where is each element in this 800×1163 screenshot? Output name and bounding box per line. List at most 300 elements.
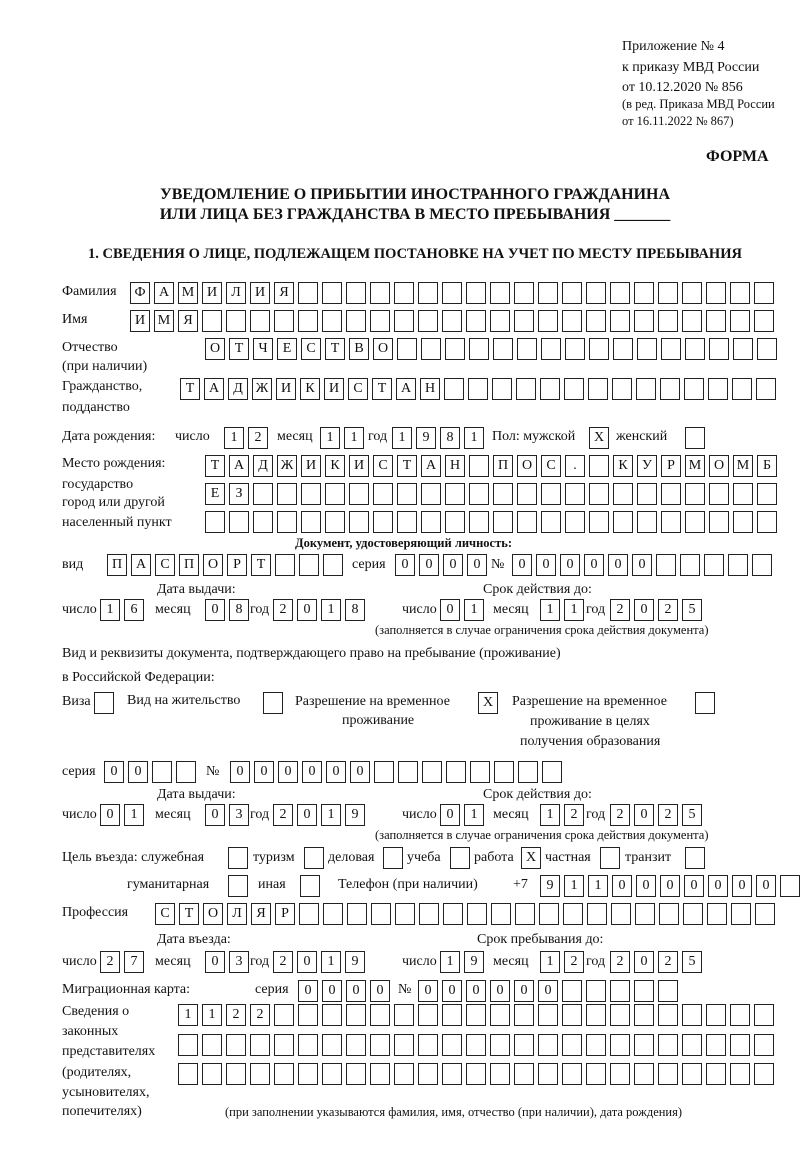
char-box[interactable]: 0 — [514, 980, 534, 1002]
char-box[interactable] — [253, 483, 273, 505]
char-box[interactable] — [250, 310, 270, 332]
char-box[interactable] — [565, 338, 585, 360]
char-box[interactable] — [322, 282, 342, 304]
char-box[interactable] — [658, 1004, 678, 1026]
char-box[interactable]: 0 — [254, 761, 274, 783]
char-box[interactable] — [562, 1063, 582, 1085]
char-box[interactable] — [347, 903, 367, 925]
char-box[interactable] — [493, 511, 513, 533]
char-box[interactable] — [442, 310, 462, 332]
char-box[interactable]: А — [204, 378, 224, 400]
char-box[interactable] — [370, 1034, 390, 1056]
char-box[interactable]: 2 — [248, 427, 268, 449]
char-box[interactable]: З — [229, 483, 249, 505]
char-box[interactable]: 0 — [205, 804, 225, 826]
char-box[interactable] — [323, 554, 343, 576]
char-box[interactable]: 0 — [466, 980, 486, 1002]
char-box[interactable]: 8 — [229, 599, 249, 621]
char-box[interactable] — [516, 378, 536, 400]
char-box[interactable]: М — [154, 310, 174, 332]
char-box[interactable] — [468, 378, 488, 400]
char-box[interactable]: А — [131, 554, 151, 576]
char-box[interactable]: Т — [372, 378, 392, 400]
char-box[interactable]: Ж — [252, 378, 272, 400]
char-box[interactable]: И — [130, 310, 150, 332]
char-box[interactable]: X — [478, 692, 498, 714]
char-box[interactable] — [515, 903, 535, 925]
char-box[interactable] — [706, 282, 726, 304]
char-box[interactable] — [421, 338, 441, 360]
char-box[interactable]: Т — [229, 338, 249, 360]
char-box[interactable] — [661, 338, 681, 360]
char-box[interactable]: Я — [251, 903, 271, 925]
char-box[interactable] — [226, 1034, 246, 1056]
char-box[interactable] — [323, 903, 343, 925]
char-box[interactable] — [754, 310, 774, 332]
char-box[interactable] — [685, 338, 705, 360]
char-box[interactable] — [565, 483, 585, 505]
char-box[interactable] — [685, 847, 705, 869]
char-box[interactable]: А — [421, 455, 441, 477]
char-box[interactable] — [466, 1004, 486, 1026]
char-box[interactable]: 0 — [418, 980, 438, 1002]
char-box[interactable] — [755, 903, 775, 925]
char-box[interactable]: М — [733, 455, 753, 477]
char-box[interactable]: 2 — [250, 1004, 270, 1026]
char-box[interactable] — [470, 761, 490, 783]
char-box[interactable] — [754, 1063, 774, 1085]
char-box[interactable]: И — [324, 378, 344, 400]
char-box[interactable] — [610, 980, 630, 1002]
char-box[interactable] — [610, 310, 630, 332]
char-box[interactable] — [634, 1063, 654, 1085]
char-box[interactable] — [349, 511, 369, 533]
char-box[interactable]: 1 — [320, 427, 340, 449]
char-box[interactable] — [517, 511, 537, 533]
char-box[interactable] — [728, 554, 748, 576]
char-box[interactable]: 2 — [610, 804, 630, 826]
char-box[interactable]: 0 — [612, 875, 632, 897]
char-box[interactable] — [491, 903, 511, 925]
char-box[interactable] — [707, 903, 727, 925]
char-box[interactable]: 1 — [344, 427, 364, 449]
char-box[interactable] — [178, 1063, 198, 1085]
char-box[interactable] — [661, 483, 681, 505]
char-box[interactable]: 0 — [326, 761, 346, 783]
char-box[interactable] — [250, 1034, 270, 1056]
char-box[interactable] — [586, 1034, 606, 1056]
char-box[interactable]: С — [155, 903, 175, 925]
char-box[interactable] — [658, 310, 678, 332]
char-box[interactable] — [611, 903, 631, 925]
char-box[interactable] — [490, 1034, 510, 1056]
char-box[interactable]: О — [205, 338, 225, 360]
char-box[interactable]: 0 — [205, 951, 225, 973]
char-box[interactable] — [612, 378, 632, 400]
char-box[interactable] — [94, 692, 114, 714]
char-box[interactable]: С — [541, 455, 561, 477]
char-box[interactable] — [202, 1063, 222, 1085]
char-box[interactable] — [322, 1034, 342, 1056]
char-box[interactable]: 2 — [273, 599, 293, 621]
char-box[interactable] — [634, 1004, 654, 1026]
char-box[interactable]: 0 — [756, 875, 776, 897]
char-box[interactable] — [395, 903, 415, 925]
char-box[interactable] — [682, 1034, 702, 1056]
char-box[interactable]: 0 — [302, 761, 322, 783]
char-box[interactable]: 1 — [588, 875, 608, 897]
char-box[interactable] — [637, 483, 657, 505]
char-box[interactable] — [682, 1004, 702, 1026]
char-box[interactable] — [757, 511, 777, 533]
char-box[interactable]: Я — [178, 310, 198, 332]
char-box[interactable] — [538, 1063, 558, 1085]
char-box[interactable] — [682, 282, 702, 304]
char-box[interactable]: И — [202, 282, 222, 304]
char-box[interactable] — [610, 282, 630, 304]
char-box[interactable] — [562, 1034, 582, 1056]
char-box[interactable]: 0 — [419, 554, 439, 576]
char-box[interactable]: 0 — [442, 980, 462, 1002]
char-box[interactable] — [660, 378, 680, 400]
char-box[interactable] — [587, 903, 607, 925]
char-box[interactable] — [685, 483, 705, 505]
char-box[interactable]: Т — [251, 554, 271, 576]
char-box[interactable] — [374, 761, 394, 783]
char-box[interactable] — [443, 903, 463, 925]
char-box[interactable]: 1 — [464, 599, 484, 621]
char-box[interactable]: 1 — [321, 951, 341, 973]
char-box[interactable] — [228, 875, 248, 897]
char-box[interactable]: А — [396, 378, 416, 400]
char-box[interactable]: 0 — [395, 554, 415, 576]
char-box[interactable]: Т — [325, 338, 345, 360]
char-box[interactable]: 1 — [564, 875, 584, 897]
char-box[interactable]: С — [373, 455, 393, 477]
char-box[interactable] — [442, 1034, 462, 1056]
char-box[interactable] — [418, 310, 438, 332]
char-box[interactable] — [514, 1034, 534, 1056]
char-box[interactable]: П — [107, 554, 127, 576]
char-box[interactable] — [466, 1034, 486, 1056]
char-box[interactable] — [394, 310, 414, 332]
char-box[interactable] — [661, 511, 681, 533]
char-box[interactable] — [299, 554, 319, 576]
char-box[interactable]: 0 — [632, 554, 652, 576]
char-box[interactable] — [538, 1034, 558, 1056]
char-box[interactable] — [274, 1004, 294, 1026]
char-box[interactable]: 0 — [104, 761, 124, 783]
char-box[interactable]: 2 — [273, 804, 293, 826]
char-box[interactable]: 2 — [564, 804, 584, 826]
char-box[interactable] — [600, 847, 620, 869]
char-box[interactable]: 1 — [564, 599, 584, 621]
char-box[interactable] — [397, 338, 417, 360]
char-box[interactable]: 9 — [345, 951, 365, 973]
char-box[interactable] — [514, 310, 534, 332]
char-box[interactable] — [469, 455, 489, 477]
char-box[interactable] — [450, 847, 470, 869]
char-box[interactable] — [325, 483, 345, 505]
char-box[interactable]: А — [154, 282, 174, 304]
char-box[interactable] — [613, 338, 633, 360]
char-box[interactable] — [469, 511, 489, 533]
char-box[interactable]: 1 — [100, 599, 120, 621]
char-box[interactable] — [178, 1034, 198, 1056]
char-box[interactable]: 8 — [440, 427, 460, 449]
char-box[interactable]: 8 — [345, 599, 365, 621]
char-box[interactable] — [370, 282, 390, 304]
char-box[interactable]: Л — [226, 282, 246, 304]
char-box[interactable]: 9 — [345, 804, 365, 826]
char-box[interactable]: Ф — [130, 282, 150, 304]
char-box[interactable]: С — [155, 554, 175, 576]
char-box[interactable]: Д — [228, 378, 248, 400]
char-box[interactable] — [370, 310, 390, 332]
char-box[interactable] — [704, 554, 724, 576]
char-box[interactable]: 6 — [124, 599, 144, 621]
char-box[interactable]: 1 — [392, 427, 412, 449]
char-box[interactable] — [299, 903, 319, 925]
char-box[interactable] — [610, 1034, 630, 1056]
char-box[interactable]: О — [517, 455, 537, 477]
char-box[interactable]: Н — [420, 378, 440, 400]
char-box[interactable] — [228, 847, 248, 869]
char-box[interactable] — [613, 483, 633, 505]
char-box[interactable]: Т — [397, 455, 417, 477]
char-box[interactable] — [445, 338, 465, 360]
char-box[interactable] — [469, 338, 489, 360]
char-box[interactable] — [518, 761, 538, 783]
char-box[interactable]: 0 — [560, 554, 580, 576]
char-box[interactable] — [383, 847, 403, 869]
char-box[interactable]: Ж — [277, 455, 297, 477]
char-box[interactable]: 0 — [732, 875, 752, 897]
char-box[interactable] — [469, 483, 489, 505]
char-box[interactable] — [442, 1004, 462, 1026]
char-box[interactable] — [563, 903, 583, 925]
char-box[interactable]: С — [301, 338, 321, 360]
char-box[interactable] — [277, 511, 297, 533]
char-box[interactable] — [349, 483, 369, 505]
char-box[interactable]: 0 — [443, 554, 463, 576]
char-box[interactable] — [517, 483, 537, 505]
char-box[interactable] — [277, 483, 297, 505]
char-box[interactable] — [685, 427, 705, 449]
char-box[interactable]: 1 — [224, 427, 244, 449]
char-box[interactable] — [706, 1063, 726, 1085]
char-box[interactable]: И — [301, 455, 321, 477]
char-box[interactable] — [589, 511, 609, 533]
char-box[interactable] — [490, 1004, 510, 1026]
char-box[interactable] — [371, 903, 391, 925]
char-box[interactable] — [613, 511, 633, 533]
char-box[interactable]: 0 — [297, 599, 317, 621]
char-box[interactable] — [634, 310, 654, 332]
char-box[interactable] — [541, 511, 561, 533]
char-box[interactable]: Л — [227, 903, 247, 925]
char-box[interactable]: И — [276, 378, 296, 400]
char-box[interactable]: 3 — [229, 951, 249, 973]
char-box[interactable] — [514, 1004, 534, 1026]
char-box[interactable] — [730, 310, 750, 332]
char-box[interactable]: 0 — [467, 554, 487, 576]
char-box[interactable] — [538, 282, 558, 304]
char-box[interactable] — [658, 282, 678, 304]
char-box[interactable] — [370, 1004, 390, 1026]
char-box[interactable] — [685, 511, 705, 533]
char-box[interactable]: 0 — [350, 761, 370, 783]
char-box[interactable] — [586, 282, 606, 304]
char-box[interactable] — [709, 338, 729, 360]
char-box[interactable]: 0 — [634, 599, 654, 621]
char-box[interactable] — [298, 1063, 318, 1085]
char-box[interactable] — [610, 1004, 630, 1026]
char-box[interactable] — [442, 282, 462, 304]
char-box[interactable] — [274, 1034, 294, 1056]
char-box[interactable] — [754, 1034, 774, 1056]
char-box[interactable] — [709, 483, 729, 505]
char-box[interactable] — [422, 761, 442, 783]
char-box[interactable]: Р — [275, 903, 295, 925]
char-box[interactable] — [659, 903, 679, 925]
char-box[interactable]: 0 — [297, 951, 317, 973]
char-box[interactable]: М — [685, 455, 705, 477]
char-box[interactable] — [494, 761, 514, 783]
char-box[interactable] — [517, 338, 537, 360]
char-box[interactable]: 1 — [464, 804, 484, 826]
char-box[interactable] — [418, 1034, 438, 1056]
char-box[interactable]: 0 — [536, 554, 556, 576]
char-box[interactable] — [730, 282, 750, 304]
char-box[interactable] — [754, 1004, 774, 1026]
char-box[interactable]: X — [521, 847, 541, 869]
char-box[interactable]: 2 — [610, 599, 630, 621]
char-box[interactable] — [680, 554, 700, 576]
char-box[interactable] — [733, 511, 753, 533]
char-box[interactable]: О — [709, 455, 729, 477]
char-box[interactable] — [658, 1034, 678, 1056]
char-box[interactable] — [202, 1034, 222, 1056]
char-box[interactable] — [780, 875, 800, 897]
char-box[interactable] — [275, 554, 295, 576]
char-box[interactable] — [202, 310, 222, 332]
char-box[interactable] — [394, 1034, 414, 1056]
char-box[interactable] — [562, 282, 582, 304]
char-box[interactable] — [466, 310, 486, 332]
char-box[interactable] — [538, 310, 558, 332]
char-box[interactable] — [731, 903, 751, 925]
char-box[interactable]: 0 — [230, 761, 250, 783]
char-box[interactable]: 2 — [658, 599, 678, 621]
char-box[interactable] — [757, 338, 777, 360]
char-box[interactable]: В — [349, 338, 369, 360]
char-box[interactable] — [444, 378, 464, 400]
char-box[interactable]: 1 — [540, 804, 560, 826]
char-box[interactable] — [467, 903, 487, 925]
char-box[interactable]: 3 — [229, 804, 249, 826]
char-box[interactable] — [708, 378, 728, 400]
char-box[interactable] — [298, 1034, 318, 1056]
char-box[interactable] — [682, 1063, 702, 1085]
char-box[interactable]: 1 — [178, 1004, 198, 1026]
char-box[interactable] — [706, 1004, 726, 1026]
char-box[interactable] — [394, 282, 414, 304]
char-box[interactable]: 1 — [321, 599, 341, 621]
char-box[interactable]: Е — [205, 483, 225, 505]
char-box[interactable] — [634, 282, 654, 304]
char-box[interactable]: 0 — [100, 804, 120, 826]
char-box[interactable] — [445, 511, 465, 533]
char-box[interactable] — [298, 1004, 318, 1026]
char-box[interactable] — [301, 483, 321, 505]
char-box[interactable] — [586, 1063, 606, 1085]
char-box[interactable] — [176, 761, 196, 783]
char-box[interactable] — [586, 1004, 606, 1026]
char-box[interactable]: Ч — [253, 338, 273, 360]
char-box[interactable]: 0 — [608, 554, 628, 576]
char-box[interactable]: 2 — [658, 804, 678, 826]
char-box[interactable] — [589, 483, 609, 505]
char-box[interactable] — [346, 282, 366, 304]
char-box[interactable] — [709, 511, 729, 533]
char-box[interactable] — [373, 511, 393, 533]
char-box[interactable]: 1 — [540, 951, 560, 973]
char-box[interactable]: Т — [180, 378, 200, 400]
char-box[interactable] — [730, 1063, 750, 1085]
char-box[interactable] — [346, 1034, 366, 1056]
char-box[interactable]: 0 — [634, 804, 654, 826]
char-box[interactable]: X — [589, 427, 609, 449]
char-box[interactable] — [610, 1063, 630, 1085]
char-box[interactable] — [304, 847, 324, 869]
char-box[interactable] — [274, 310, 294, 332]
char-box[interactable]: И — [250, 282, 270, 304]
char-box[interactable]: К — [613, 455, 633, 477]
char-box[interactable] — [588, 378, 608, 400]
char-box[interactable]: 5 — [682, 951, 702, 973]
char-box[interactable] — [421, 483, 441, 505]
char-box[interactable] — [226, 310, 246, 332]
char-box[interactable]: П — [493, 455, 513, 477]
char-box[interactable]: П — [179, 554, 199, 576]
char-box[interactable] — [682, 310, 702, 332]
char-box[interactable] — [565, 511, 585, 533]
char-box[interactable]: Е — [277, 338, 297, 360]
char-box[interactable] — [589, 455, 609, 477]
char-box[interactable]: 2 — [273, 951, 293, 973]
char-box[interactable] — [514, 1063, 534, 1085]
char-box[interactable]: 2 — [226, 1004, 246, 1026]
char-box[interactable] — [541, 338, 561, 360]
char-box[interactable]: М — [178, 282, 198, 304]
char-box[interactable]: 5 — [682, 804, 702, 826]
char-box[interactable] — [683, 903, 703, 925]
char-box[interactable]: 0 — [440, 599, 460, 621]
char-box[interactable] — [589, 338, 609, 360]
char-box[interactable]: 7 — [124, 951, 144, 973]
char-box[interactable] — [253, 511, 273, 533]
char-box[interactable] — [634, 1034, 654, 1056]
char-box[interactable] — [730, 1034, 750, 1056]
char-box[interactable] — [300, 875, 320, 897]
char-box[interactable] — [263, 692, 283, 714]
char-box[interactable]: 0 — [708, 875, 728, 897]
char-box[interactable]: 0 — [298, 980, 318, 1002]
char-box[interactable]: 0 — [278, 761, 298, 783]
char-box[interactable]: 2 — [564, 951, 584, 973]
char-box[interactable] — [397, 483, 417, 505]
